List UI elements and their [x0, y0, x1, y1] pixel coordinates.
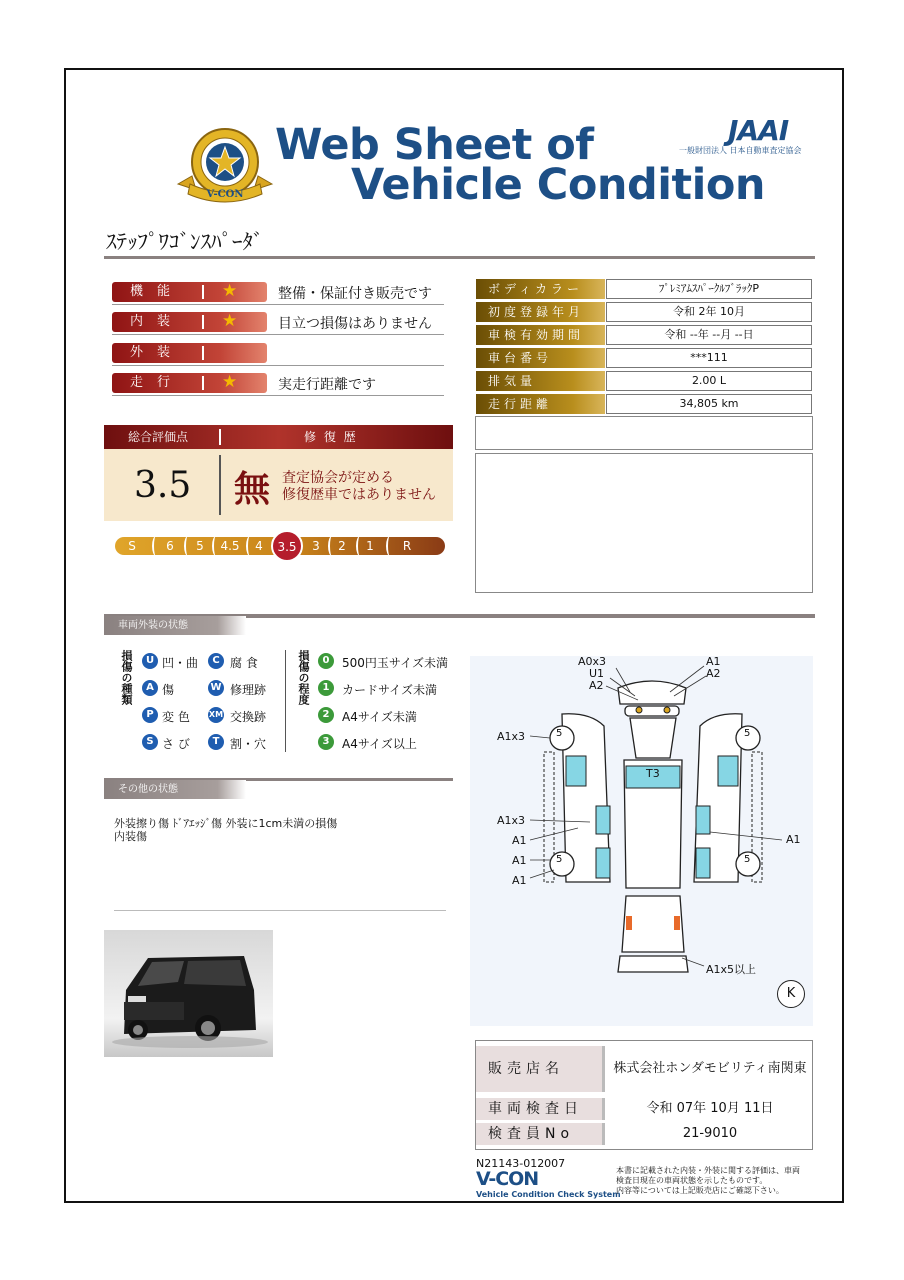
- row-line: [112, 395, 444, 396]
- label-a1-right: A1: [786, 833, 801, 846]
- grade-r: R: [402, 539, 412, 553]
- grade-6: 6: [166, 539, 174, 553]
- title-line2: Vehicle Condition: [351, 160, 765, 210]
- shop-value: 株式会社ホンダモビリティ南関東: [613, 1061, 807, 1076]
- spec-label: ボディカラー: [476, 279, 605, 299]
- overall-label: 総合評価点: [128, 430, 189, 444]
- rating-row-mileage: [112, 373, 267, 393]
- k-mark: K: [777, 980, 805, 1008]
- damage-code-xm: XM: [208, 707, 224, 723]
- score-value: 3.5: [134, 465, 192, 506]
- damage-code-w: W: [208, 680, 224, 696]
- divider: [104, 256, 815, 259]
- rating-label: 外装: [130, 345, 185, 360]
- title-line1: Web Sheet of: [275, 120, 594, 170]
- jaai-logo: JAAI: [728, 114, 789, 147]
- inspector-value: 21-9010: [682, 1126, 738, 1141]
- label-a1-l2: A1: [512, 854, 527, 867]
- shop-label: 販売店名: [476, 1046, 605, 1092]
- spec-label: 車検有効期間: [476, 325, 605, 345]
- legend-text: 腐 食: [230, 656, 258, 670]
- spec-value: 令和 2年 10月: [606, 302, 812, 322]
- vcon-seal-icon: [176, 126, 274, 206]
- legend-text: さ び: [162, 737, 190, 751]
- damage-code-u: U: [142, 653, 158, 669]
- damage-code-p: P: [142, 707, 158, 723]
- row-line: [112, 365, 444, 366]
- label-a1-top: A1: [706, 655, 721, 668]
- label-a1x3-side: A1x3: [497, 814, 526, 827]
- legend-text: 交換跡: [230, 710, 267, 724]
- grade-s: S: [128, 539, 136, 553]
- other-line: [114, 910, 446, 911]
- degree-code-3: 3: [318, 734, 334, 750]
- legend-text: カードサイズ未満: [342, 683, 438, 697]
- spec-label: 初度登録年月: [476, 302, 605, 322]
- footer-note2: 検査日現在の車両状態を示したものです。: [616, 1176, 768, 1185]
- legend-text: 傷: [162, 683, 175, 697]
- label-a2: A2: [589, 679, 604, 692]
- tire-depth-rl: 5: [556, 854, 563, 865]
- label-a1-l1: A1: [512, 834, 527, 847]
- rating-label: 機能: [130, 284, 185, 299]
- grade-3: 3: [312, 539, 320, 553]
- legend-text: 凹・曲: [162, 656, 199, 670]
- footer-vcon-logo: V-CON: [476, 1168, 539, 1190]
- notes-box: [475, 416, 813, 450]
- date-label: 車両検査日: [476, 1098, 605, 1120]
- star-icon: ★: [222, 311, 238, 331]
- date-value: 令和 07年 10月 11日: [646, 1101, 774, 1116]
- legend-text: 変 色: [162, 710, 190, 724]
- inspector-label: 検査員No: [476, 1123, 605, 1145]
- repair-mark: 無: [234, 468, 271, 510]
- star-icon: ★: [222, 372, 238, 392]
- repair-text1: 査定協会が定める: [282, 470, 394, 486]
- footer-vcon-sub: Vehicle Condition Check System: [476, 1190, 621, 1199]
- grade-5: 5: [196, 539, 204, 553]
- rating-row-exterior: [112, 343, 267, 363]
- label-a1-l3: A1: [512, 874, 527, 887]
- exterior-section-title: 車両外装の状態: [104, 616, 246, 635]
- grade-2: 2: [338, 539, 346, 553]
- notes-box-large: [475, 453, 813, 593]
- legend-text: 500円玉サイズ未満: [342, 656, 448, 670]
- label-a2-top: A2: [706, 667, 721, 680]
- score-header: [104, 425, 453, 449]
- spec-value: ***111: [606, 348, 812, 368]
- label-u1: U1: [589, 667, 605, 680]
- degree-heading: 損傷の程度: [297, 650, 310, 705]
- spec-value: ﾌﾟﾚﾐｱﾑｽﾊﾟｰｸﾙﾌﾞﾗｯｸP: [606, 279, 812, 299]
- rating-row-function: [112, 282, 267, 302]
- footer-note: [616, 1166, 800, 1196]
- rating-text: 目立つ損傷はありません: [278, 316, 432, 332]
- rating-label: 走行: [130, 375, 185, 390]
- other-section-title: その他の状態: [104, 780, 246, 799]
- rating-label: 内装: [130, 314, 185, 329]
- seal-text: V-CON: [206, 189, 244, 200]
- spec-value: 令和 --年 --月 --日: [606, 325, 812, 345]
- degree-code-0: 0: [318, 653, 334, 669]
- label-a0x3: A0x3: [578, 655, 607, 668]
- degree-code-1: 1: [318, 680, 334, 696]
- star-icon: ★: [222, 281, 238, 301]
- car-name: ｽﾃｯﾌﾟﾜｺﾞﾝｽﾊﾟｰﾀﾞ: [106, 230, 264, 254]
- other-line2: 内装傷: [114, 830, 147, 843]
- grade-4: 4: [255, 539, 263, 553]
- footer-note1: 本書に記載された内装・外装に関する評価は、車両: [616, 1166, 800, 1175]
- grade-4-5: 4.5: [220, 539, 240, 553]
- spec-label: 車台番号: [476, 348, 605, 368]
- row-line: [112, 334, 444, 335]
- score-body: [104, 449, 453, 521]
- damage-code-c: C: [208, 653, 224, 669]
- tire-depth-rr: 5: [744, 854, 751, 865]
- rating-row-interior: [112, 312, 267, 332]
- footer-code: N21143-012007: [476, 1157, 566, 1170]
- row-line: [112, 304, 444, 305]
- grade-3-5: 3.5: [277, 540, 297, 554]
- repair-text2: 修復歴車ではありません: [282, 487, 436, 503]
- label-a1x5: A1x5以上: [706, 963, 757, 976]
- damage-code-s: S: [142, 734, 158, 750]
- spec-value: 2.00 L: [606, 371, 812, 391]
- label-t3: T3: [646, 767, 660, 780]
- spec-label: 走行距離: [476, 394, 605, 414]
- label-a1x3-top: A1x3: [497, 730, 526, 743]
- car-photo: [104, 930, 273, 1057]
- rating-text: 実走行距離です: [278, 377, 376, 393]
- tire-depth-fr: 5: [744, 728, 751, 739]
- damage-code-a: A: [142, 680, 158, 696]
- degree-code-2: 2: [318, 707, 334, 723]
- jaai-org: 一般財団法人 日本自動車査定協会: [679, 146, 802, 155]
- legend-text: A4サイズ未満: [342, 710, 417, 724]
- tire-depth-fl: 5: [556, 728, 563, 739]
- grade-1: 1: [366, 539, 374, 553]
- type-heading: 損傷の種類: [120, 650, 133, 705]
- footer-note3: 内容等については上記販売店にご確認下さい。: [616, 1186, 784, 1195]
- other-line1: 外装擦り傷 ﾄﾞｱｴｯｼﾞ傷 外装に1cm未満の損傷: [114, 817, 338, 830]
- damage-code-t: T: [208, 734, 224, 750]
- legend-text: 修理跡: [230, 683, 267, 697]
- legend-divider: [285, 650, 286, 752]
- legend-text: A4サイズ以上: [342, 737, 417, 751]
- spec-value: 34,805 km: [606, 394, 812, 414]
- spec-label: 排気量: [476, 371, 605, 391]
- legend-text: 割・穴: [230, 737, 267, 751]
- rating-text: 整備・保証付き販売です: [278, 286, 432, 302]
- repair-label: 修 復 歴: [304, 430, 358, 444]
